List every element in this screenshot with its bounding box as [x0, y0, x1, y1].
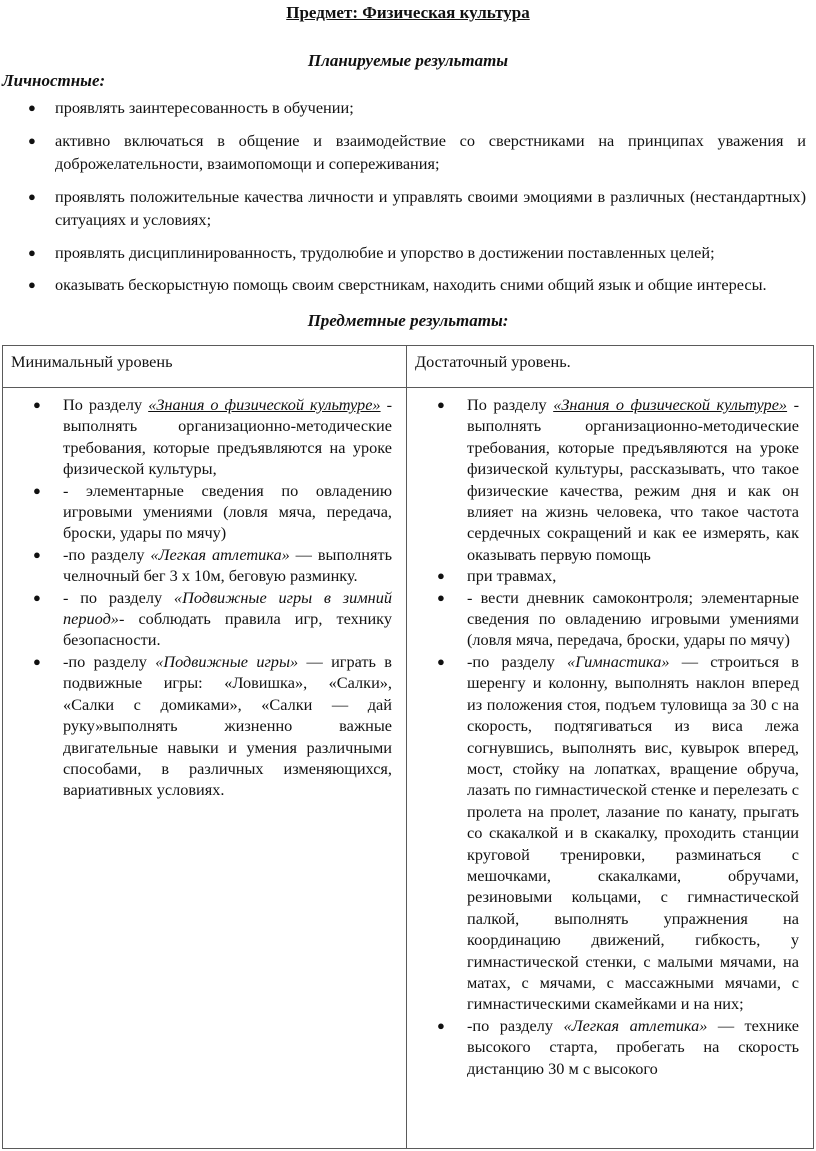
list-item: ● По разделу «Знания о физической культуре» - выполнять организационно-методические требования, которые предъявляются на уроке физической культуры, рассказывать, что такое физические качества, режим дня и как он влияет на жизнь человека, что такое частота сердечных сокращений и как ее измерять, как оказывать первую помощь — [437, 395, 799, 564]
list-item: ● - по разделу «Подвижные игры в зимний период»- соблюдать правила игр, технику безопасности. — [33, 587, 392, 650]
header-minimal-level: Минимальный уровень — [3, 346, 407, 388]
bullet-icon: ● — [437, 653, 445, 669]
minimal-level-cell — [3, 388, 407, 1149]
list-item: ● По разделу «Знания о физической культуре» - выполнять организационно-методические требования, которые предъявляются на уроке физической культуры, — [33, 395, 392, 479]
subject-results-table — [2, 345, 814, 1149]
bullet-icon: ● — [28, 100, 36, 115]
bullet-icon: ● — [33, 653, 41, 669]
bullet-icon: ● — [437, 397, 445, 412]
section-name: «Легкая атлетика» — [150, 544, 290, 564]
section-name: «Знания о физической культуре» — [553, 395, 788, 414]
section-name: «Подвижные игры в зимний период» — [63, 587, 392, 629]
personal-results-list — [0, 96, 806, 306]
table-row — [3, 388, 814, 1149]
list-item: ● проявлять дисциплинированность, трудолюбие и упорство в достижении поставленных целей; — [0, 241, 806, 265]
bullet-icon: ● — [33, 546, 41, 562]
bullet-icon: ● — [28, 188, 36, 204]
list-item: ● - элементарные сведения по овладению игровыми умениями (ловля мяча, передача, броски, удары по мячу) — [33, 480, 392, 543]
list-item: ● при травмах, — [437, 566, 557, 586]
header-sufficient-level: Достаточный уровень. — [407, 346, 814, 388]
list-item: ● -по разделу «Легкая атлетика» — технике высокого старта, пробегать на скорость дистанцию 30 м с высокого — [437, 1015, 799, 1078]
bullet-icon: ● — [28, 244, 36, 260]
section-name: «Подвижные игры» — [155, 651, 299, 671]
bullet-icon: ● — [437, 1017, 445, 1033]
bullet-icon: ● — [28, 132, 36, 148]
list-item: ● проявлять заинтересованность в обучении; — [0, 96, 806, 120]
list-item: ● - вести дневник самоконтроля; элементарные сведения по овладению игровыми умениями (ловля мяча, передача, броски, удары по мячу) — [437, 587, 799, 650]
bullet-icon: ● — [437, 568, 445, 584]
bullet-icon: ● — [33, 397, 41, 412]
page-title: Предмет: Физическая культура — [286, 3, 530, 22]
list-item: ● проявлять положительные качества личности и управлять своими эмоциями в различных (нестандартных) ситуациях и условиях; — [28, 186, 806, 229]
subject-results-heading: Предметные результаты: — [307, 311, 509, 330]
sufficient-level-cell — [407, 388, 814, 1149]
section-name: «Гимнастика» — [567, 651, 670, 671]
planned-results-heading: Планируемые результаты — [307, 51, 509, 70]
section-name: «Легкая атлетика» — [563, 1015, 708, 1035]
list-item: ● -по разделу «Легкая атлетика» — выполнять челночный бег 3 х 10м, беговую разминку. — [33, 544, 392, 586]
list-item: ● активно включаться в общение и взаимодействие со сверстниками на принципах уважения и доброжелательности, взаимопомощи и сопереживания; — [28, 130, 806, 173]
bullet-icon: ● — [33, 589, 41, 605]
bullet-icon: ● — [437, 589, 445, 605]
bullet-icon: ● — [28, 277, 36, 292]
table-header-row — [3, 346, 814, 388]
personal-results-label: Личностные: — [2, 71, 106, 90]
bullet-icon: ● — [33, 482, 41, 498]
minimal-level-list — [3, 388, 406, 801]
sufficient-level-list — [407, 388, 813, 1079]
section-name: «Знания о физической культуре» — [148, 395, 381, 414]
list-item: ● -по разделу «Гимнастика» — строиться в шеренгу и колонну, выполнять наклон вперед из положения стоя, подъем туловища за 30 с на скорость, подтягиваться из виса лежа согнувшись, выполнять вис, кувырок вперед, мост, стойку на лопатках, вращение обруча, лазать по гимнастической стенке и перелезать с пролета на пролет, лазание по канату, прыгать со скакалкой и в скакалку, проходить станции круговой тренировки, разминаться с мешочками, скакалками, обручами, резиновыми кольцами, с гимнастической палкой, выполнять упражнения на координацию движений, гибкость, у гимнастической стенки, с малыми мячами, на матах, с мячами, с массажными мячами, с гимнастическими скамейками и на них; — [437, 651, 799, 1014]
list-item: ● оказывать бескорыстную помощь своим сверстникам, находить сними общий язык и общие интересы. — [0, 273, 806, 297]
list-item: ● -по разделу «Подвижные игры» — играть в подвижные игры: «Ловишка», «Салки», «Салки с домиками», «Салки — дай руку»выполнять жизненно важные двигательные навыки и умения различными способами, в различных изменяющихся, вариативных условиях. — [33, 651, 392, 800]
